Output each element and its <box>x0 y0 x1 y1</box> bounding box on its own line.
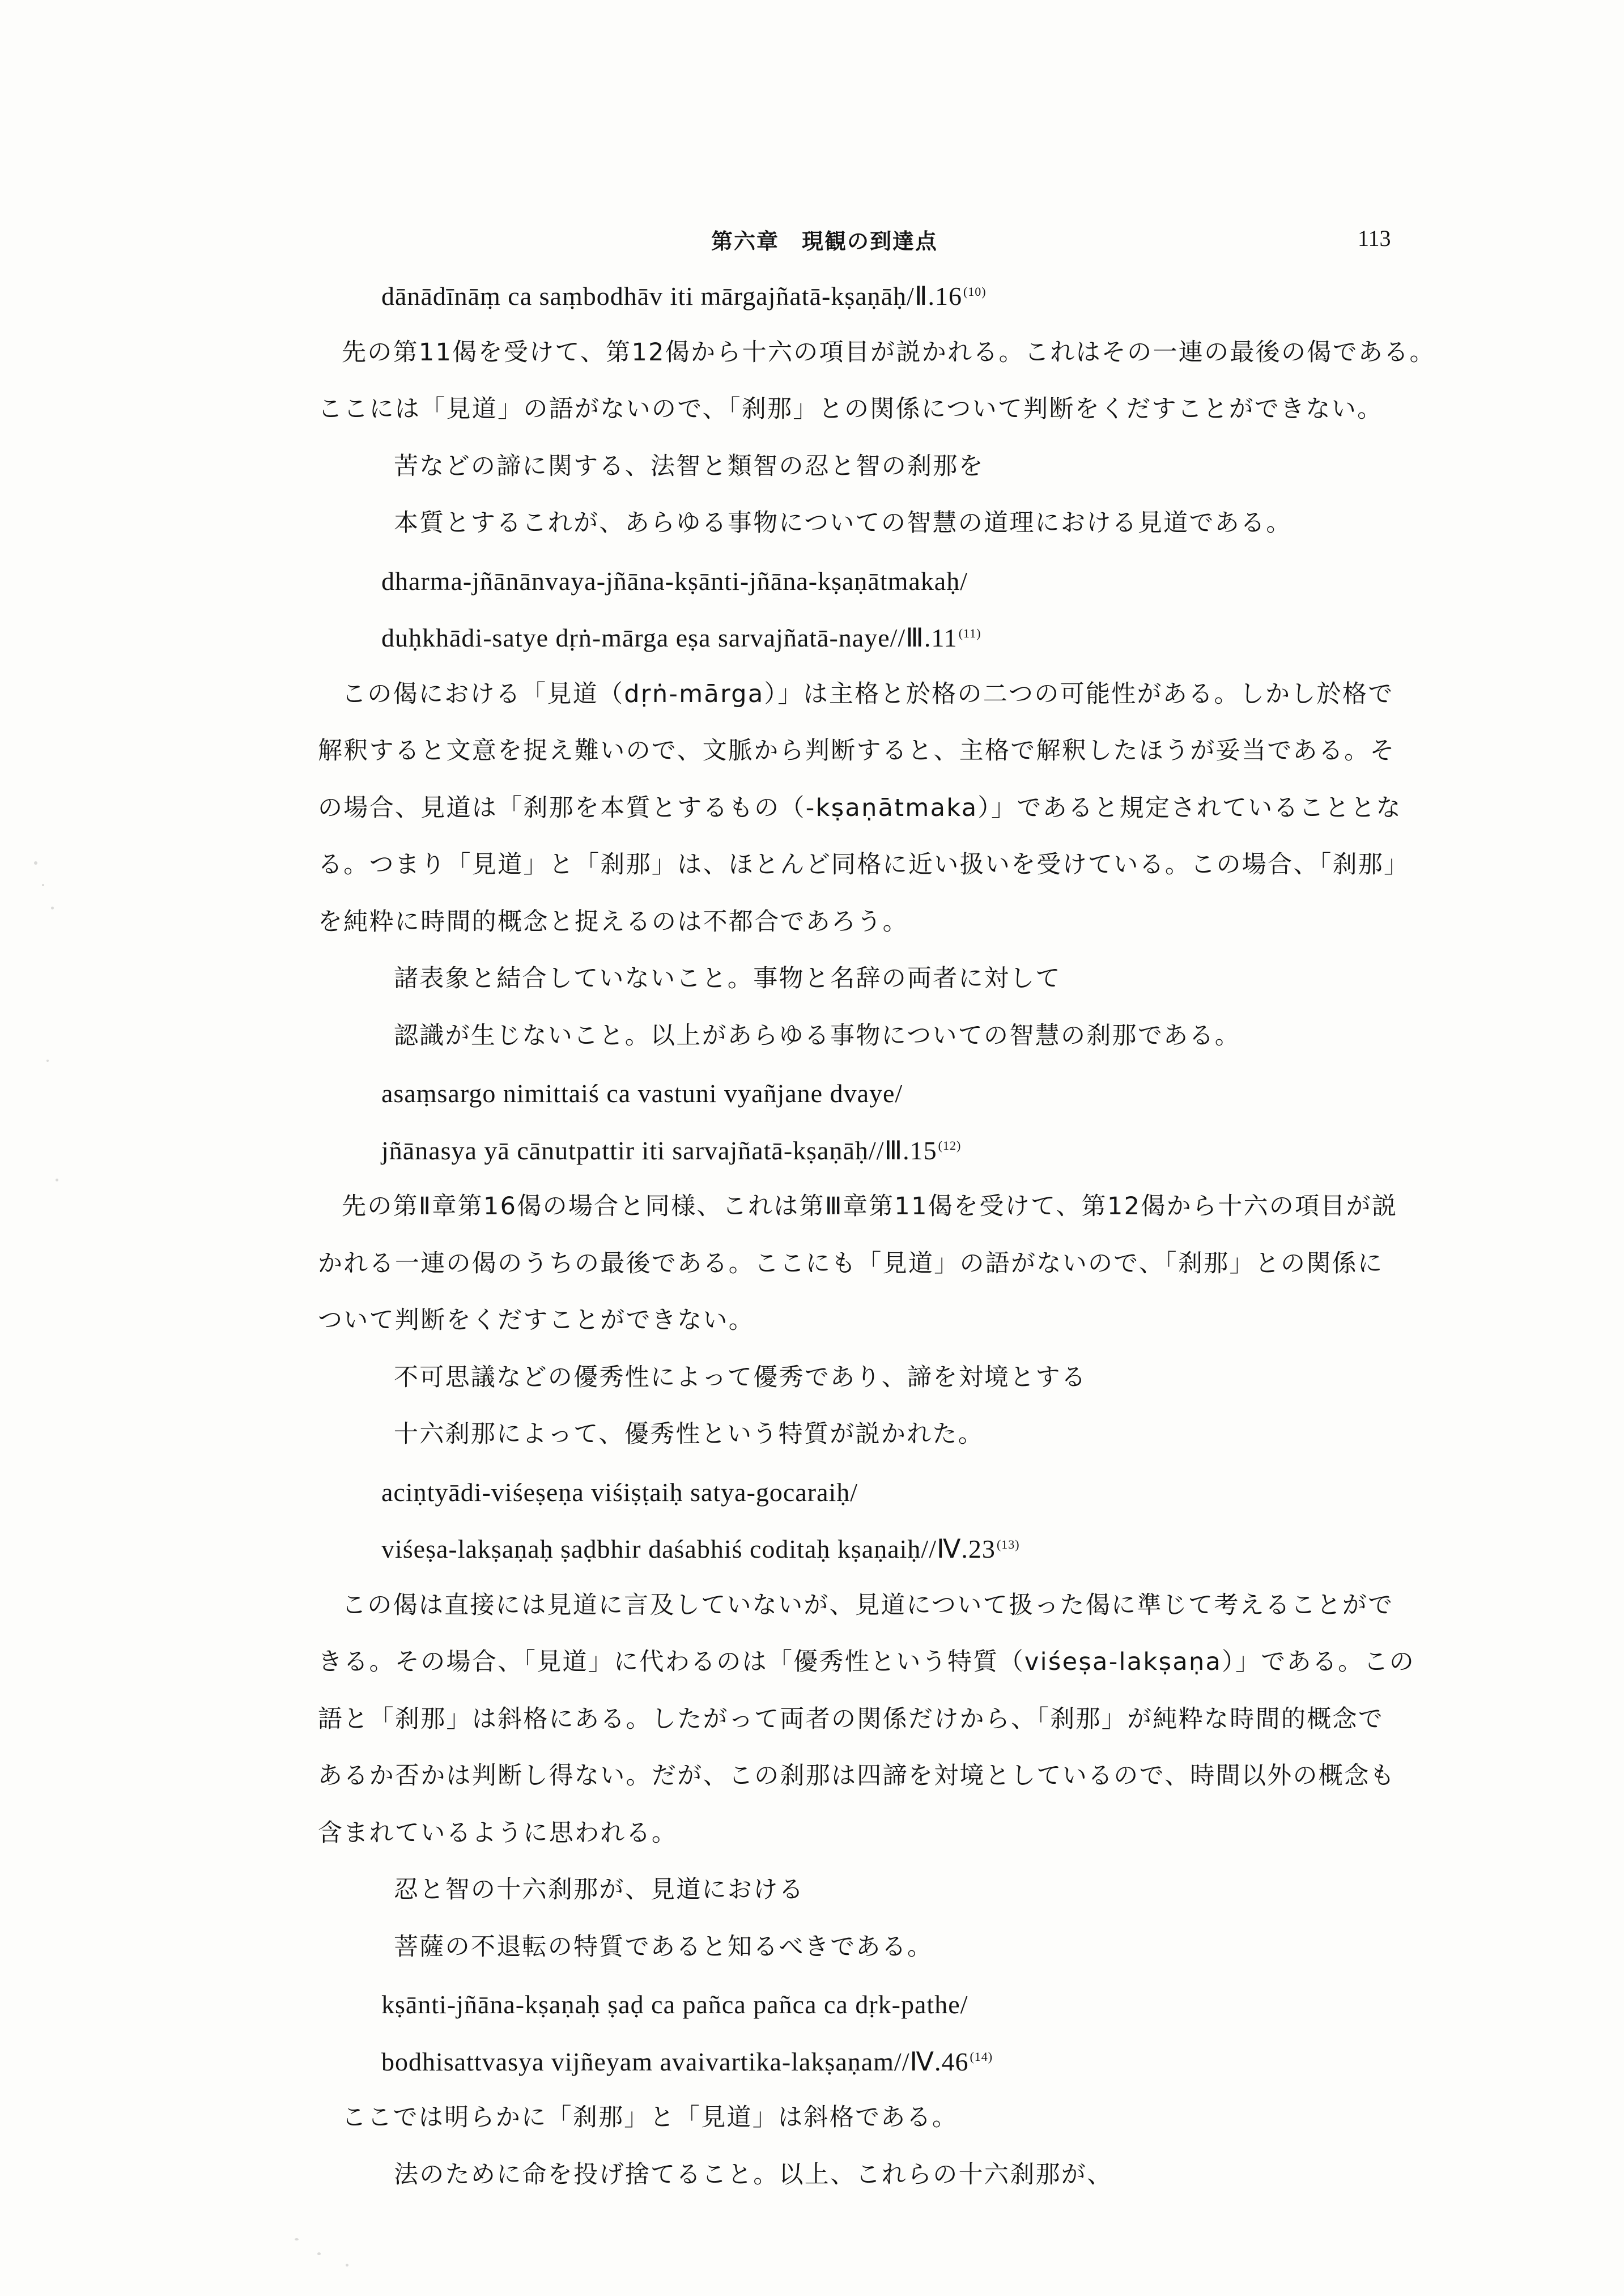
line-text: ここでは明らかに「刹那」と「見道」は斜格である。 <box>342 2103 958 2132</box>
paragraph-line <box>318 853 1409 877</box>
paragraph-line <box>318 1704 1384 1733</box>
line-text: dānādīnāṃ ca saṃbodhāv iti mārgajñatā-kṣaṇāḥ/Ⅱ.16 <box>381 282 962 311</box>
page-header <box>0 224 1624 263</box>
page-number: 113 <box>1358 226 1391 251</box>
paragraph-first-line <box>342 338 1435 367</box>
line-text: 苦などの諦に関する、法智と類智の忍と智の刹那を <box>394 452 984 481</box>
line-text: あるか否かは判断し得ない。だが、この刹那は四諦を対境としているので、時間以外の概念も <box>318 1762 1396 1790</box>
translation-verse-line <box>394 1932 933 1961</box>
paragraph-line <box>318 1308 754 1333</box>
translation-verse-line <box>394 1878 805 1902</box>
translation-verse-line <box>394 2160 1113 2189</box>
line-text: 不可思議などの優秀性によって優秀であり、諦を対境とする <box>394 1363 1087 1392</box>
translation-verse-line <box>394 1021 1241 1050</box>
sanskrit-verse-line <box>381 2049 993 2075</box>
sanskrit-verse-line <box>381 1992 968 2018</box>
scan-speck <box>295 2238 299 2240</box>
line-text: 含まれているように思われる。 <box>318 1818 678 1847</box>
line-text: の場合、見道は「刹那を本質とするもの（-kṣaṇātmaka）」であると規定されていることとな <box>318 793 1402 822</box>
sanskrit-verse-line <box>381 625 981 651</box>
scan-speck <box>46 1060 49 1062</box>
line-text: dharma-jñānānvaya-jñāna-kṣānti-jñāna-kṣaṇātmakaḥ/ <box>381 566 968 596</box>
paragraph-line <box>318 1249 1384 1278</box>
line-text: この偈は直接には見道に言及していないが、見道について扱った偈に準じて考えることがで <box>342 1591 1394 1619</box>
sanskrit-verse-line <box>381 283 987 309</box>
scan-speck <box>317 2252 321 2255</box>
line-text: jñānasya yā cānutpattir iti sarvajñatā-kṣaṇāḥ//Ⅲ.15 <box>381 1136 937 1165</box>
chapter-title: 第六章 現観の到達点 <box>711 229 938 254</box>
footnote-marker: (12) <box>938 1138 962 1153</box>
line-text: る。つまり「見道」と「刹那」は、ほとんど同格に近い扱いを受けている。この場合、「刹那」 <box>318 851 1410 879</box>
translation-verse-line <box>394 1363 1087 1392</box>
line-text: この偈における「見道（dṛṅ-mārga）」は主格と於格の二つの可能性がある。しかし於格で <box>342 679 1394 708</box>
footnote-marker: (13) <box>996 1537 1020 1551</box>
translation-verse-line <box>394 454 984 479</box>
paragraph-line <box>318 1818 678 1847</box>
scan-speck <box>34 861 37 865</box>
footnote-marker: (14) <box>970 2050 993 2064</box>
paragraph-first-line <box>342 1593 1393 1618</box>
translation-verse-line <box>394 964 1061 993</box>
line-text: bodhisattvasya vijñeyam avaivartika-lakṣaṇam//Ⅳ.46 <box>381 2047 969 2076</box>
line-text: 諸表象と結合していないこと。事物と名辞の両者に対して <box>394 964 1061 993</box>
paragraph-line <box>318 397 1383 422</box>
paragraph-line <box>318 739 1396 763</box>
paragraph-line <box>318 1650 1415 1674</box>
line-text: 先の第11偈を受けて、第12偈から十六の項目が説かれる。これはその一連の最後の偈である。 <box>342 338 1435 367</box>
footnote-marker: (11) <box>958 626 981 640</box>
line-text: 法のために命を投げ捨てること。以上、これらの十六刹那が、 <box>394 2160 1113 2189</box>
scan-speck <box>42 884 44 886</box>
scan-speck <box>346 2264 348 2267</box>
sanskrit-verse-line <box>381 1536 1020 1562</box>
sanskrit-verse-line <box>381 1138 961 1164</box>
line-text: aciṇtyādi-viśeṣeṇa viśiṣṭaiḥ satya-gocaraiḥ/ <box>381 1477 858 1507</box>
line-text: 認識が生じないこと。以上があらゆる事物についての智慧の刹那である。 <box>394 1021 1241 1050</box>
translation-verse-line <box>394 1422 984 1447</box>
line-text: asaṃsargo nimittaiś ca vastuni vyañjane dvaye/ <box>381 1079 903 1108</box>
line-text: viśeṣa-lakṣaṇaḥ ṣaḍbhir daśabhiś coditaḥ kṣaṇaiḥ//Ⅳ.23 <box>381 1534 996 1563</box>
paragraph-line <box>318 1764 1396 1788</box>
line-text: きる。その場合、「見道」に代わるのは「優秀性という特質（viśeṣa-lakṣaṇa）」である。この <box>318 1648 1415 1676</box>
scan-speck <box>56 1179 58 1181</box>
translation-verse-line <box>394 511 1292 535</box>
paragraph-first-line <box>342 1194 1397 1219</box>
paragraph-line <box>318 907 908 936</box>
line-text: ここには「見道」の語がないので、「刹那」との関係について判断をくだすことができない。 <box>318 395 1383 423</box>
paragraph-first-line <box>342 2103 958 2132</box>
scan-speck <box>51 907 54 909</box>
sanskrit-verse-line <box>381 1479 858 1506</box>
line-text: かれる一連の偈のうちの最後である。ここにも「見道」の語がないので、「刹那」との関係に <box>318 1249 1384 1278</box>
line-text: ついて判断をくだすことができない。 <box>318 1306 755 1334</box>
line-text: 十六刹那によって、優秀性という特質が説かれた。 <box>394 1420 984 1448</box>
line-text: 本質とするこれが、あらゆる事物についての智慧の道理における見道である。 <box>394 509 1292 537</box>
line-text: 先の第Ⅱ章第16偈の場合と同様、これは第Ⅲ章第11偈を受けて、第12偈から十六の項目が説 <box>342 1192 1398 1221</box>
line-text: 解釈すると文意を捉え難いので、文脈から判断すると、主格で解釈したほうが妥当である。そ <box>318 737 1396 765</box>
sanskrit-verse-line <box>381 1081 903 1107</box>
line-text: duḥkhādi-satye dṛṅ-mārga eṣa sarvajñatā-naye//Ⅲ.11 <box>381 623 958 652</box>
paragraph-line <box>318 793 1402 822</box>
paragraph-first-line <box>342 679 1394 708</box>
line-text: kṣānti-jñāna-kṣaṇaḥ ṣaḍ ca pañca pañca ca dṛk-pathe/ <box>381 1990 968 2019</box>
footnote-marker: (10) <box>963 284 987 299</box>
line-text: 忍と智の十六刹那が、見道における <box>394 1876 805 1904</box>
sanskrit-verse-line <box>381 568 968 594</box>
line-text: を純粋に時間的概念と捉えるのは不都合であろう。 <box>318 907 908 936</box>
line-text: 菩薩の不退転の特質であると知るべきである。 <box>394 1932 933 1961</box>
line-text: 語と「刹那」は斜格にある。したがって両者の関係だけから、「刹那」が純粋な時間的概念で <box>318 1704 1384 1733</box>
